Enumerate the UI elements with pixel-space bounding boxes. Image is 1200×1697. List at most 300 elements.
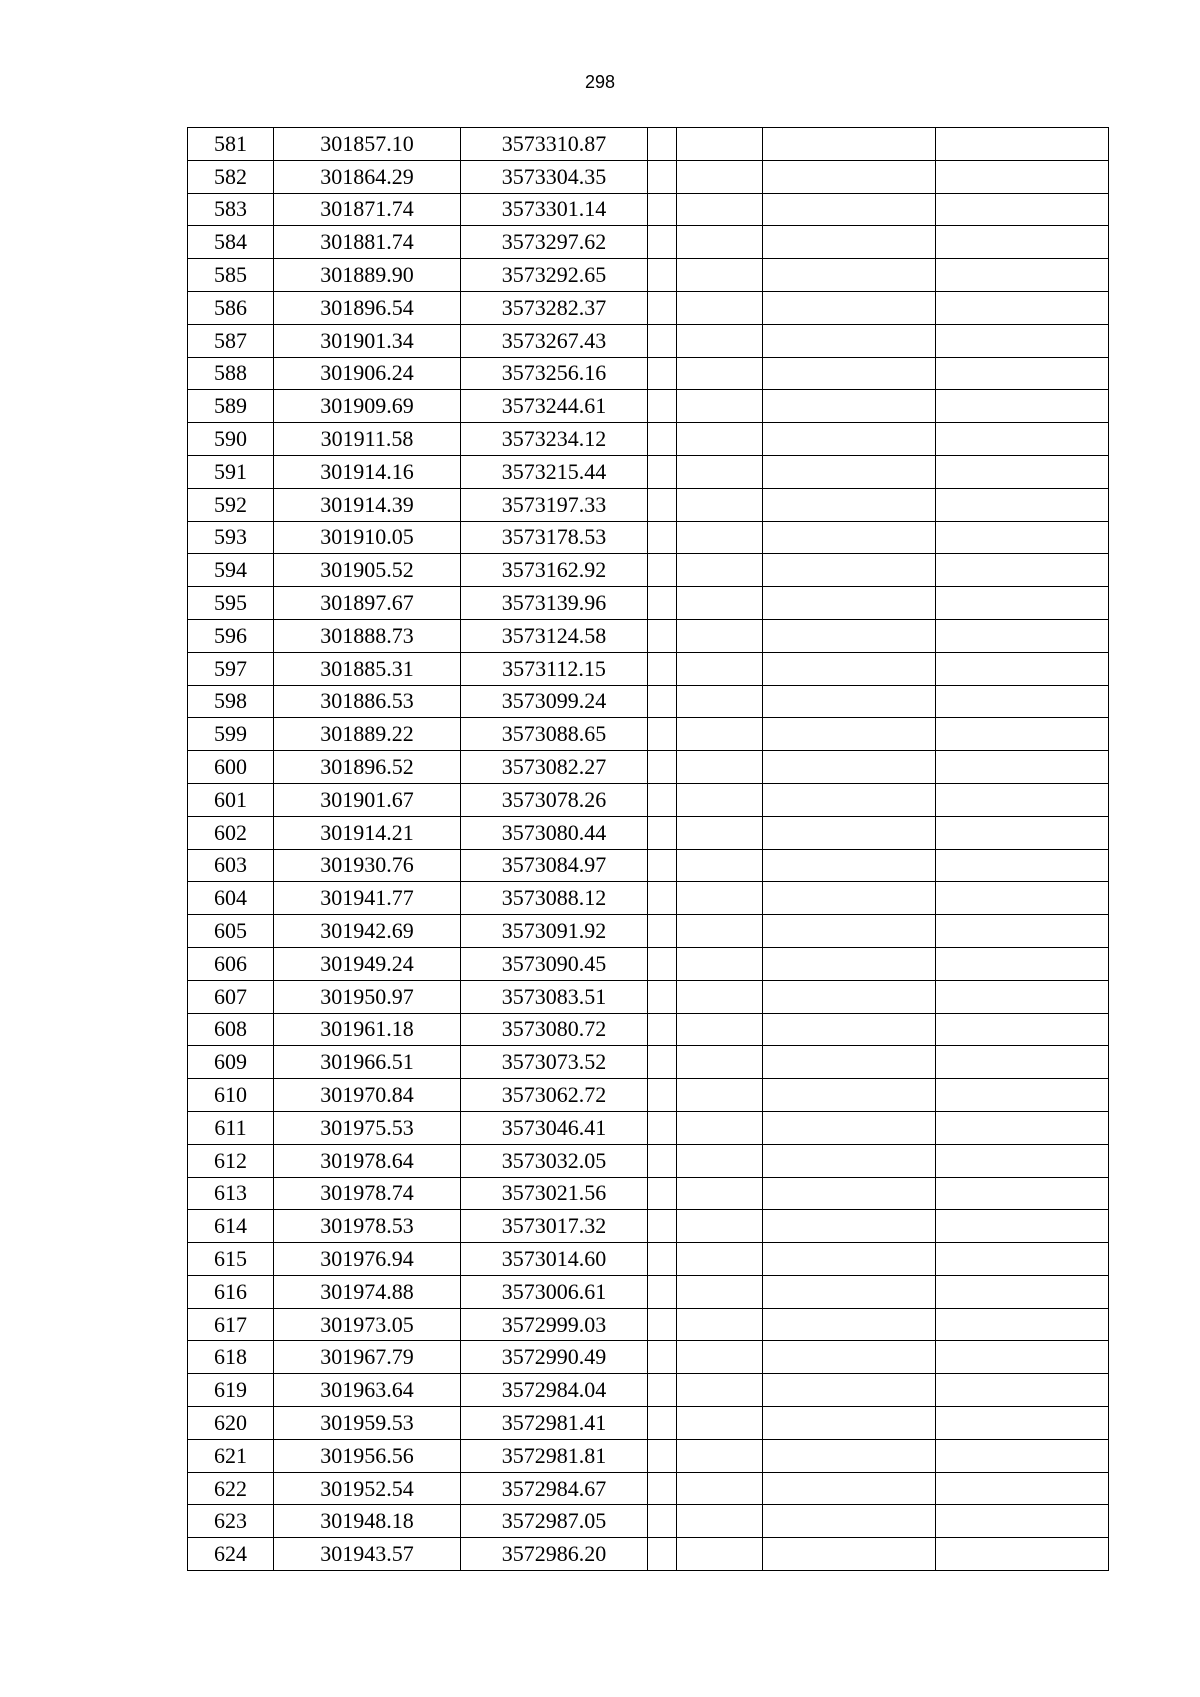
empty-cell	[648, 291, 677, 324]
point-number-cell: 624	[188, 1538, 274, 1571]
empty-cell	[648, 259, 677, 292]
x-coordinate-cell: 301857.10	[274, 128, 461, 161]
empty-cell	[677, 488, 763, 521]
x-coordinate-cell: 301942.69	[274, 915, 461, 948]
point-number-cell: 616	[188, 1275, 274, 1308]
x-coordinate-cell: 301889.22	[274, 718, 461, 751]
y-coordinate-cell: 3572984.04	[461, 1374, 648, 1407]
point-number-cell: 583	[188, 193, 274, 226]
empty-cell	[763, 1505, 936, 1538]
table-row	[188, 915, 1109, 948]
empty-cell	[763, 1374, 936, 1407]
empty-cell	[677, 1111, 763, 1144]
y-coordinate-cell: 3573162.92	[461, 554, 648, 587]
table-row	[188, 1046, 1109, 1079]
table-row	[188, 1538, 1109, 1571]
empty-cell	[763, 291, 936, 324]
empty-cell	[677, 783, 763, 816]
y-coordinate-cell: 3573088.65	[461, 718, 648, 751]
empty-cell	[677, 160, 763, 193]
point-number-cell: 605	[188, 915, 274, 948]
empty-cell	[648, 1472, 677, 1505]
point-number-cell: 610	[188, 1079, 274, 1112]
empty-cell	[677, 718, 763, 751]
y-coordinate-cell: 3573234.12	[461, 423, 648, 456]
empty-cell	[677, 1505, 763, 1538]
y-coordinate-cell: 3573021.56	[461, 1177, 648, 1210]
empty-cell	[936, 1538, 1109, 1571]
y-coordinate-cell: 3573124.58	[461, 619, 648, 652]
y-coordinate-cell: 3573301.14	[461, 193, 648, 226]
y-coordinate-cell: 3573197.33	[461, 488, 648, 521]
empty-cell	[677, 1308, 763, 1341]
table-row	[188, 259, 1109, 292]
page-number: 298	[584, 72, 616, 92]
empty-cell	[677, 390, 763, 423]
empty-cell	[936, 1439, 1109, 1472]
table-row	[188, 1177, 1109, 1210]
empty-cell	[763, 128, 936, 161]
empty-cell	[677, 259, 763, 292]
empty-cell	[677, 1046, 763, 1079]
x-coordinate-cell: 301941.77	[274, 882, 461, 915]
point-number-cell: 604	[188, 882, 274, 915]
empty-cell	[763, 1111, 936, 1144]
empty-cell	[648, 554, 677, 587]
empty-cell	[763, 1439, 936, 1472]
point-number-cell: 606	[188, 947, 274, 980]
x-coordinate-cell: 301914.16	[274, 455, 461, 488]
x-coordinate-cell: 301905.52	[274, 554, 461, 587]
empty-cell	[936, 226, 1109, 259]
x-coordinate-cell: 301886.53	[274, 685, 461, 718]
y-coordinate-cell: 3573090.45	[461, 947, 648, 980]
empty-cell	[648, 390, 677, 423]
x-coordinate-cell: 301973.05	[274, 1308, 461, 1341]
empty-cell	[648, 1013, 677, 1046]
x-coordinate-cell: 301978.53	[274, 1210, 461, 1243]
coordinates-table	[187, 127, 1109, 1571]
empty-cell	[936, 1210, 1109, 1243]
point-number-cell: 592	[188, 488, 274, 521]
empty-cell	[936, 1243, 1109, 1276]
point-number-cell: 601	[188, 783, 274, 816]
empty-cell	[677, 554, 763, 587]
empty-cell	[648, 1079, 677, 1112]
empty-cell	[677, 587, 763, 620]
empty-cell	[763, 783, 936, 816]
x-coordinate-cell: 301966.51	[274, 1046, 461, 1079]
empty-cell	[677, 1144, 763, 1177]
point-number-cell: 587	[188, 324, 274, 357]
empty-cell	[677, 1210, 763, 1243]
empty-cell	[648, 1341, 677, 1374]
empty-cell	[763, 1243, 936, 1276]
x-coordinate-cell: 301943.57	[274, 1538, 461, 1571]
empty-cell	[763, 980, 936, 1013]
x-coordinate-cell: 301967.79	[274, 1341, 461, 1374]
point-number-cell: 612	[188, 1144, 274, 1177]
y-coordinate-cell: 3573139.96	[461, 587, 648, 620]
empty-cell	[648, 1407, 677, 1440]
y-coordinate-cell: 3573112.15	[461, 652, 648, 685]
y-coordinate-cell: 3573310.87	[461, 128, 648, 161]
coordinates-table-body	[188, 128, 1109, 1571]
empty-cell	[763, 324, 936, 357]
empty-cell	[763, 1013, 936, 1046]
y-coordinate-cell: 3573078.26	[461, 783, 648, 816]
empty-cell	[763, 226, 936, 259]
empty-cell	[648, 718, 677, 751]
table-row	[188, 1111, 1109, 1144]
empty-cell	[936, 1079, 1109, 1112]
empty-cell	[763, 1144, 936, 1177]
x-coordinate-cell: 301978.74	[274, 1177, 461, 1210]
table-row	[188, 1439, 1109, 1472]
table-row	[188, 1308, 1109, 1341]
point-number-cell: 595	[188, 587, 274, 620]
y-coordinate-cell: 3572981.81	[461, 1439, 648, 1472]
empty-cell	[936, 488, 1109, 521]
empty-cell	[648, 980, 677, 1013]
point-number-cell: 622	[188, 1472, 274, 1505]
table-row	[188, 783, 1109, 816]
empty-cell	[763, 1407, 936, 1440]
empty-cell	[648, 324, 677, 357]
empty-cell	[763, 1341, 936, 1374]
point-number-cell: 620	[188, 1407, 274, 1440]
empty-cell	[677, 1177, 763, 1210]
empty-cell	[936, 1177, 1109, 1210]
point-number-cell: 619	[188, 1374, 274, 1407]
x-coordinate-cell: 301914.21	[274, 816, 461, 849]
x-coordinate-cell: 301881.74	[274, 226, 461, 259]
empty-cell	[936, 160, 1109, 193]
point-number-cell: 591	[188, 455, 274, 488]
table-row	[188, 128, 1109, 161]
empty-cell	[648, 1308, 677, 1341]
empty-cell	[648, 1374, 677, 1407]
empty-cell	[677, 1341, 763, 1374]
empty-cell	[763, 947, 936, 980]
point-number-cell: 621	[188, 1439, 274, 1472]
empty-cell	[936, 816, 1109, 849]
empty-cell	[677, 1374, 763, 1407]
point-number-cell: 597	[188, 652, 274, 685]
table-row	[188, 1341, 1109, 1374]
point-number-cell: 602	[188, 816, 274, 849]
y-coordinate-cell: 3572999.03	[461, 1308, 648, 1341]
table-row	[188, 554, 1109, 587]
y-coordinate-cell: 3572990.49	[461, 1341, 648, 1374]
point-number-cell: 603	[188, 849, 274, 882]
empty-cell	[763, 1275, 936, 1308]
point-number-cell: 581	[188, 128, 274, 161]
x-coordinate-cell: 301978.64	[274, 1144, 461, 1177]
table-row	[188, 619, 1109, 652]
empty-cell	[648, 423, 677, 456]
empty-cell	[677, 816, 763, 849]
x-coordinate-cell: 301901.67	[274, 783, 461, 816]
empty-cell	[648, 1439, 677, 1472]
point-number-cell: 611	[188, 1111, 274, 1144]
table-row	[188, 1505, 1109, 1538]
table-row	[188, 980, 1109, 1013]
empty-cell	[936, 980, 1109, 1013]
point-number-cell: 609	[188, 1046, 274, 1079]
y-coordinate-cell: 3573083.51	[461, 980, 648, 1013]
empty-cell	[763, 882, 936, 915]
empty-cell	[936, 193, 1109, 226]
table-row	[188, 226, 1109, 259]
x-coordinate-cell: 301901.34	[274, 324, 461, 357]
point-number-cell: 599	[188, 718, 274, 751]
point-number-cell: 594	[188, 554, 274, 587]
empty-cell	[936, 1013, 1109, 1046]
y-coordinate-cell: 3573292.65	[461, 259, 648, 292]
empty-cell	[648, 947, 677, 980]
y-coordinate-cell: 3573244.61	[461, 390, 648, 423]
empty-cell	[677, 128, 763, 161]
empty-cell	[936, 1308, 1109, 1341]
x-coordinate-cell: 301948.18	[274, 1505, 461, 1538]
point-number-cell: 613	[188, 1177, 274, 1210]
empty-cell	[648, 915, 677, 948]
empty-cell	[648, 652, 677, 685]
empty-cell	[936, 619, 1109, 652]
point-number-cell: 588	[188, 357, 274, 390]
empty-cell	[763, 849, 936, 882]
empty-cell	[936, 423, 1109, 456]
table-row	[188, 816, 1109, 849]
empty-cell	[936, 783, 1109, 816]
empty-cell	[677, 1439, 763, 1472]
empty-cell	[677, 226, 763, 259]
empty-cell	[936, 1046, 1109, 1079]
empty-cell	[648, 521, 677, 554]
table-row	[188, 423, 1109, 456]
empty-cell	[763, 587, 936, 620]
x-coordinate-cell: 301961.18	[274, 1013, 461, 1046]
empty-cell	[648, 587, 677, 620]
y-coordinate-cell: 3573178.53	[461, 521, 648, 554]
empty-cell	[936, 718, 1109, 751]
empty-cell	[936, 1407, 1109, 1440]
empty-cell	[763, 1079, 936, 1112]
table-row	[188, 1374, 1109, 1407]
x-coordinate-cell: 301975.53	[274, 1111, 461, 1144]
empty-cell	[936, 1472, 1109, 1505]
empty-cell	[936, 554, 1109, 587]
table-row	[188, 1013, 1109, 1046]
table-row	[188, 390, 1109, 423]
empty-cell	[936, 849, 1109, 882]
empty-cell	[936, 1341, 1109, 1374]
empty-cell	[677, 619, 763, 652]
empty-cell	[648, 357, 677, 390]
empty-cell	[648, 1505, 677, 1538]
empty-cell	[677, 1275, 763, 1308]
table-row	[188, 751, 1109, 784]
empty-cell	[648, 1177, 677, 1210]
empty-cell	[936, 587, 1109, 620]
empty-cell	[677, 980, 763, 1013]
empty-cell	[648, 1275, 677, 1308]
empty-cell	[936, 521, 1109, 554]
point-number-cell: 593	[188, 521, 274, 554]
point-number-cell: 585	[188, 259, 274, 292]
table-row	[188, 1144, 1109, 1177]
empty-cell	[648, 455, 677, 488]
point-number-cell: 615	[188, 1243, 274, 1276]
x-coordinate-cell: 301885.31	[274, 652, 461, 685]
y-coordinate-cell: 3572981.41	[461, 1407, 648, 1440]
point-number-cell: 607	[188, 980, 274, 1013]
table-row	[188, 1079, 1109, 1112]
y-coordinate-cell: 3573084.97	[461, 849, 648, 882]
table-row	[188, 324, 1109, 357]
y-coordinate-cell: 3573073.52	[461, 1046, 648, 1079]
y-coordinate-cell: 3573046.41	[461, 1111, 648, 1144]
table-row	[188, 849, 1109, 882]
empty-cell	[763, 1472, 936, 1505]
empty-cell	[763, 259, 936, 292]
empty-cell	[648, 193, 677, 226]
empty-cell	[648, 226, 677, 259]
empty-cell	[936, 751, 1109, 784]
table-row	[188, 357, 1109, 390]
x-coordinate-cell: 301949.24	[274, 947, 461, 980]
x-coordinate-cell: 301911.58	[274, 423, 461, 456]
point-number-cell: 586	[188, 291, 274, 324]
y-coordinate-cell: 3573267.43	[461, 324, 648, 357]
empty-cell	[936, 1144, 1109, 1177]
y-coordinate-cell: 3573032.05	[461, 1144, 648, 1177]
empty-cell	[648, 849, 677, 882]
y-coordinate-cell: 3572986.20	[461, 1538, 648, 1571]
table-row	[188, 1275, 1109, 1308]
empty-cell	[677, 1407, 763, 1440]
point-number-cell: 584	[188, 226, 274, 259]
empty-cell	[936, 685, 1109, 718]
y-coordinate-cell: 3573088.12	[461, 882, 648, 915]
x-coordinate-cell: 301959.53	[274, 1407, 461, 1440]
empty-cell	[677, 652, 763, 685]
y-coordinate-cell: 3573062.72	[461, 1079, 648, 1112]
point-number-cell: 618	[188, 1341, 274, 1374]
empty-cell	[763, 685, 936, 718]
empty-cell	[763, 751, 936, 784]
x-coordinate-cell: 301896.54	[274, 291, 461, 324]
empty-cell	[677, 455, 763, 488]
empty-cell	[677, 423, 763, 456]
empty-cell	[936, 915, 1109, 948]
y-coordinate-cell: 3573014.60	[461, 1243, 648, 1276]
point-number-cell: 608	[188, 1013, 274, 1046]
table-row	[188, 718, 1109, 751]
empty-cell	[763, 160, 936, 193]
table-row	[188, 652, 1109, 685]
empty-cell	[677, 1013, 763, 1046]
table-row	[188, 291, 1109, 324]
empty-cell	[648, 783, 677, 816]
point-number-cell: 596	[188, 619, 274, 652]
point-number-cell: 600	[188, 751, 274, 784]
x-coordinate-cell: 301897.67	[274, 587, 461, 620]
empty-cell	[936, 652, 1109, 685]
point-number-cell: 617	[188, 1308, 274, 1341]
y-coordinate-cell: 3573256.16	[461, 357, 648, 390]
empty-cell	[648, 1111, 677, 1144]
empty-cell	[763, 652, 936, 685]
empty-cell	[648, 1243, 677, 1276]
empty-cell	[677, 751, 763, 784]
empty-cell	[677, 324, 763, 357]
empty-cell	[648, 619, 677, 652]
empty-cell	[763, 1308, 936, 1341]
empty-cell	[677, 1538, 763, 1571]
point-number-cell: 598	[188, 685, 274, 718]
empty-cell	[677, 357, 763, 390]
empty-cell	[936, 390, 1109, 423]
table-row	[188, 1407, 1109, 1440]
x-coordinate-cell: 301889.90	[274, 259, 461, 292]
empty-cell	[936, 128, 1109, 161]
point-number-cell: 590	[188, 423, 274, 456]
table-row	[188, 160, 1109, 193]
empty-cell	[763, 1538, 936, 1571]
empty-cell	[648, 1538, 677, 1571]
x-coordinate-cell: 301950.97	[274, 980, 461, 1013]
empty-cell	[936, 1275, 1109, 1308]
x-coordinate-cell: 301930.76	[274, 849, 461, 882]
empty-cell	[677, 849, 763, 882]
table-row	[188, 521, 1109, 554]
y-coordinate-cell: 3573304.35	[461, 160, 648, 193]
y-coordinate-cell: 3573080.44	[461, 816, 648, 849]
point-number-cell: 614	[188, 1210, 274, 1243]
y-coordinate-cell: 3573080.72	[461, 1013, 648, 1046]
x-coordinate-cell: 301914.39	[274, 488, 461, 521]
empty-cell	[677, 1472, 763, 1505]
empty-cell	[677, 1079, 763, 1112]
y-coordinate-cell: 3573091.92	[461, 915, 648, 948]
y-coordinate-cell: 3573099.24	[461, 685, 648, 718]
x-coordinate-cell: 301909.69	[274, 390, 461, 423]
empty-cell	[763, 1210, 936, 1243]
empty-cell	[763, 619, 936, 652]
point-number-cell: 589	[188, 390, 274, 423]
y-coordinate-cell: 3573282.37	[461, 291, 648, 324]
empty-cell	[763, 521, 936, 554]
empty-cell	[936, 291, 1109, 324]
empty-cell	[936, 324, 1109, 357]
point-number-cell: 582	[188, 160, 274, 193]
empty-cell	[648, 1046, 677, 1079]
table-row	[188, 455, 1109, 488]
empty-cell	[677, 521, 763, 554]
empty-cell	[936, 1111, 1109, 1144]
empty-cell	[648, 685, 677, 718]
point-number-cell: 623	[188, 1505, 274, 1538]
x-coordinate-cell: 301963.64	[274, 1374, 461, 1407]
empty-cell	[648, 128, 677, 161]
y-coordinate-cell: 3573215.44	[461, 455, 648, 488]
y-coordinate-cell: 3572984.67	[461, 1472, 648, 1505]
empty-cell	[936, 882, 1109, 915]
y-coordinate-cell: 3573017.32	[461, 1210, 648, 1243]
empty-cell	[763, 915, 936, 948]
